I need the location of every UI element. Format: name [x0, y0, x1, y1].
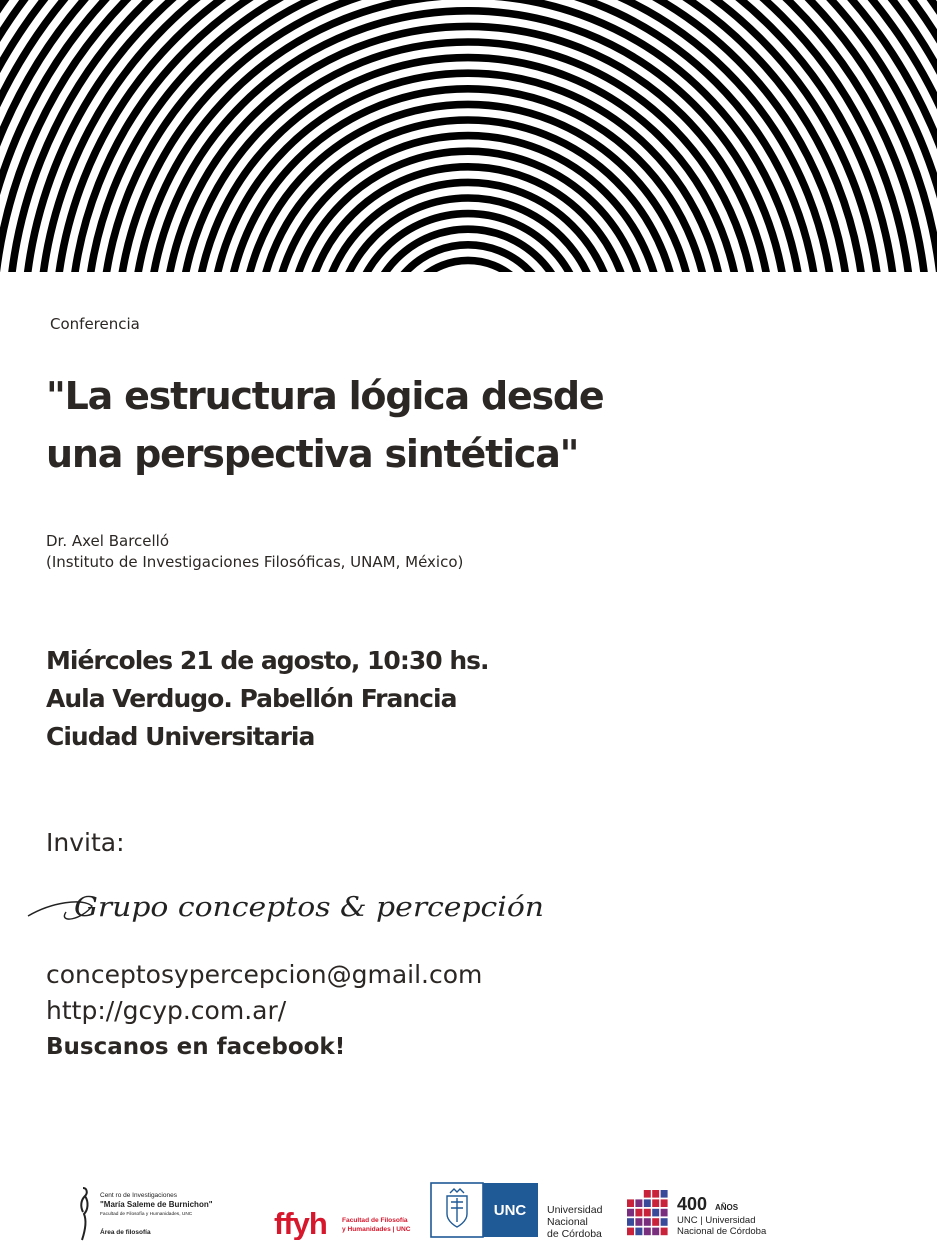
unc-badge: UNC	[493, 1202, 527, 1219]
anniversary-line-2: Nacional de Córdoba	[677, 1226, 767, 1237]
mosaic-tile	[635, 1218, 642, 1226]
mosaic-tile	[652, 1190, 659, 1198]
mosaic-tile	[644, 1228, 651, 1236]
unc-logo	[430, 1182, 620, 1238]
mosaic-tile	[644, 1218, 651, 1226]
mosaic-tile	[661, 1228, 668, 1236]
mosaic-tile	[644, 1199, 651, 1207]
speaker-affiliation: (Instituto de Investigaciones Filosóficas, UNAM, México)	[46, 553, 464, 571]
mosaic-tile	[627, 1218, 634, 1226]
mosaic-tile	[635, 1209, 642, 1217]
anniversary-line-1: UNC | Universidad	[677, 1215, 756, 1226]
figure-silhouette-icon	[81, 1188, 87, 1240]
event-campus: Ciudad Universitaria	[46, 722, 315, 751]
unc-line-1: Universidad	[547, 1204, 603, 1216]
contact-email[interactable]: conceptosypercepcion@gmail.com	[46, 960, 483, 989]
speaker-name: Dr. Axel Barcelló	[46, 532, 170, 550]
concentric-stripes-pattern	[0, 0, 937, 272]
unc-line-3: de Córdoba	[547, 1228, 602, 1238]
ffyh-line-1: Facultad de Filosofía	[342, 1217, 408, 1224]
event-date-time: Miércoles 21 de agosto, 10:30 hs.	[46, 646, 489, 675]
anniversary-word: AÑOS	[715, 1203, 739, 1212]
facebook-callout: Buscanos en facebook!	[46, 1034, 346, 1060]
ffyh-line-2: y Humanidades | UNC	[342, 1226, 411, 1233]
mosaic-tile	[627, 1228, 634, 1236]
group-signature-text: Grupo conceptos & percepción	[74, 892, 544, 923]
invite-label: Invita:	[46, 828, 125, 857]
centro-line-3: Facultad de Filosofía y Humanidades, UNC	[100, 1212, 193, 1217]
anniversary-number: 400	[677, 1194, 708, 1214]
mosaic-tile	[661, 1199, 668, 1207]
mosaic-tile	[652, 1228, 659, 1236]
unc-400-years-logo	[625, 1186, 795, 1240]
mosaic-tile	[627, 1199, 634, 1207]
centro-investigaciones-logo	[76, 1186, 256, 1242]
centro-line-4: Área de filosofía	[100, 1229, 151, 1236]
event-kicker: Conferencia	[50, 315, 140, 333]
event-title-line-2: una perspectiva sintética"	[46, 432, 579, 476]
mosaic-tile	[652, 1209, 659, 1217]
ffyh-logo	[274, 1204, 434, 1240]
mosaic-tile	[652, 1218, 659, 1226]
mosaic-tile	[644, 1190, 651, 1198]
mosaic-tile	[635, 1228, 642, 1236]
contact-website[interactable]: http://gcyp.com.ar/	[46, 996, 287, 1025]
mosaic-tile	[635, 1199, 642, 1207]
mosaic-tile	[644, 1209, 651, 1217]
unc-line-2: Nacional	[547, 1216, 588, 1228]
centro-line-2: "María Saleme de Burnichon"	[100, 1200, 213, 1209]
mosaic-tile	[661, 1218, 668, 1226]
group-signature-logo	[22, 872, 552, 938]
mosaic-icon	[627, 1190, 668, 1235]
mosaic-tile	[652, 1199, 659, 1207]
mosaic-tile	[661, 1190, 668, 1198]
centro-line-1: Cent ro de Investigaciones	[100, 1192, 177, 1199]
mosaic-tile	[627, 1209, 634, 1217]
ffyh-acronym: ffyh	[274, 1206, 327, 1240]
mosaic-tile	[661, 1209, 668, 1217]
event-title-line-1: "La estructura lógica desde	[46, 374, 604, 418]
event-venue: Aula Verdugo. Pabellón Francia	[46, 684, 457, 713]
